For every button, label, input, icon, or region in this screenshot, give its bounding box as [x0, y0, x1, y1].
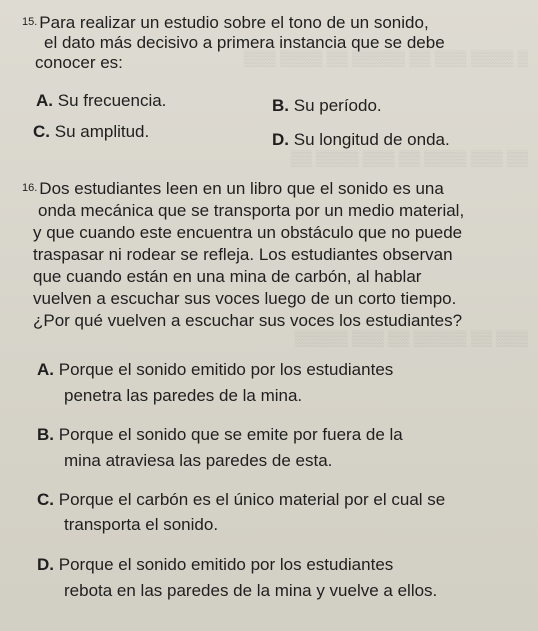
q16-option-a-line-2: penetra las paredes de la mina.: [64, 386, 303, 405]
q15-option-a[interactable]: [36, 91, 166, 111]
option-text-line-1: Porque el carbón es el único material por el cual se: [58, 490, 446, 509]
option-letter: C.: [37, 490, 54, 509]
question-16-line-1: [22, 178, 532, 199]
question-16-line-2: onda mecánica que se transporta por un medio material,: [38, 201, 465, 220]
option-letter: C.: [33, 122, 50, 141]
option-text: Su longitud de onda.: [293, 130, 450, 149]
option-text: Su frecuencia.: [57, 91, 167, 110]
question-15-line-3: conocer es:: [35, 53, 123, 72]
option-letter: B.: [272, 96, 289, 115]
option-text-line-1: Porque el sonido emitido por los estudiantes: [58, 360, 394, 379]
option-letter: A.: [36, 91, 53, 110]
q15-option-c[interactable]: [33, 122, 149, 142]
option-letter: A.: [37, 360, 54, 379]
option-text-line-1: Porque el sonido que se emite por fuera de la: [58, 425, 403, 444]
question-16-line-5: que cuando están en una mina de carbón, al hablar: [33, 267, 422, 286]
q16-option-c-line-2: transporta el sonido.: [64, 515, 219, 534]
question-16-stem: Dos estudiantes leen en un libro que el sonido es una: [39, 179, 444, 198]
option-text: Su amplitud.: [54, 122, 150, 141]
q16-option-d-line-2: rebota en las paredes de la mina y vuelve a ellos.: [64, 581, 438, 600]
question-16-number: 16.: [22, 182, 38, 194]
q16-option-c[interactable]: [37, 490, 532, 510]
bleed-through-texture: ▒▒▒ ▒▒ ▒▒▒▒▒ ▒▒ ▒▒▒ ▒▒▒▒▒: [294, 330, 528, 347]
q16-option-d[interactable]: [37, 555, 532, 575]
q15-option-d[interactable]: [272, 130, 450, 150]
option-text-line-1: Porque el sonido emitido por los estudiantes: [58, 555, 394, 574]
question-15-line-2: el dato más decisivo a primera instancia que se debe: [44, 33, 445, 52]
option-letter: B.: [37, 425, 54, 444]
question-16-line-4: traspasar ni rodear se refleja. Los estudiantes observan: [33, 245, 453, 264]
option-letter: D.: [272, 130, 289, 149]
question-16-line-3: y que cuando este encuentra un obstáculo que no puede: [33, 223, 463, 242]
question-16-line-6: vuelven a escuchar sus voces luego de un corto tiempo.: [33, 289, 457, 308]
question-15-stem: Para realizar un estudio sobre el tono de un sonido,: [39, 13, 429, 32]
q16-option-b[interactable]: [37, 425, 527, 445]
question-15-line-1: [22, 12, 527, 33]
option-text: Su período.: [293, 96, 382, 115]
option-letter: D.: [37, 555, 54, 574]
bleed-through-texture: ▒ ▒▒▒▒ ▒▒▒ ▒▒ ▒▒▒▒▒ ▒▒ ▒▒▒▒ ▒▒▒: [243, 50, 528, 67]
question-15-number: 15.: [22, 16, 38, 28]
q15-option-b[interactable]: [272, 96, 382, 116]
q16-option-a[interactable]: [37, 360, 527, 380]
bleed-through-texture: ▒▒ ▒▒▒ ▒▒▒▒ ▒▒ ▒▒▒ ▒▒▒▒ ▒▒: [290, 150, 528, 167]
q16-option-b-line-2: mina atraviesa las paredes de esta.: [64, 451, 333, 470]
question-16-line-7: ¿Por qué vuelven a escuchar sus voces los estudiantes?: [33, 311, 463, 330]
